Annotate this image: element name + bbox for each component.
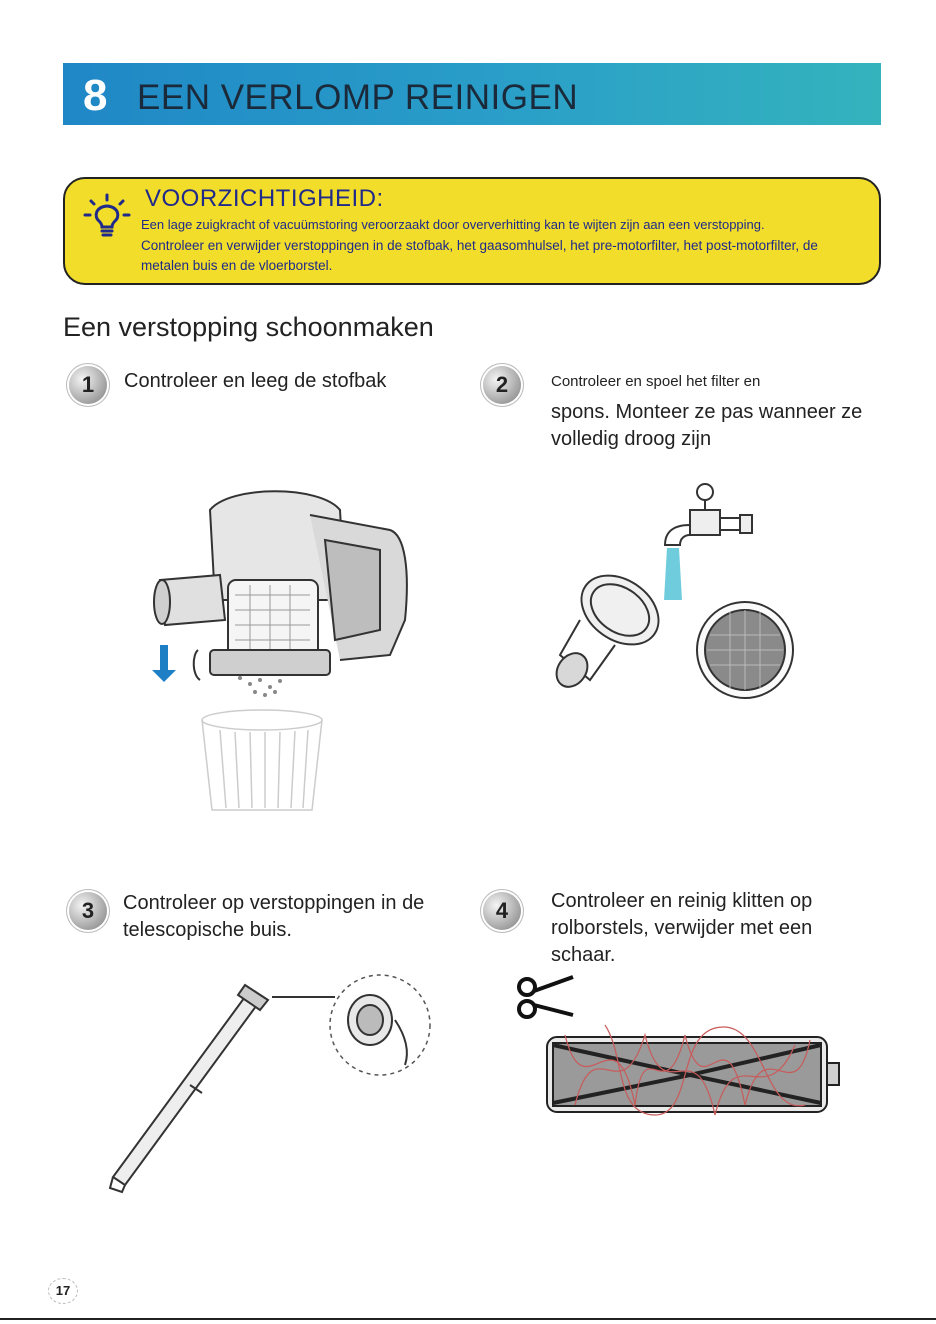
- step-2-text: [551, 368, 891, 453]
- caution-box: [63, 177, 881, 285]
- section-subtitle: Een verstopping schoonmaken: [63, 312, 434, 342]
- step-1-badge: 1: [69, 366, 107, 404]
- step-3-badge: 3: [69, 892, 107, 930]
- step-4-badge: 4: [483, 892, 521, 930]
- section-header: [63, 63, 881, 125]
- page-number: 17: [48, 1278, 78, 1304]
- section-number: 8: [83, 71, 108, 120]
- scissors-icon: [519, 977, 573, 1017]
- caution-title: VOORZICHTIGHEID:: [145, 185, 384, 212]
- step-2-text-main: spons. Monteer ze pas wanneer ze volledig droog zijn: [551, 401, 863, 450]
- telescopic-tube-illustration: [100, 970, 440, 1200]
- caution-text-line2: Controleer en verwijder verstoppingen in de stofbak, het gaasomhulsel, het pre-motorfilter, het post-motorfilter, de metalen buis en de vloerborstel.: [141, 238, 818, 273]
- dustbin-emptying-illustration: [140, 480, 420, 820]
- step-2-text-intro: Controleer en spoel het filter en: [551, 373, 761, 390]
- roller-brush-illustration: [505, 965, 850, 1130]
- arrow-down-icon: [152, 645, 176, 682]
- step-1-text: Controleer en leeg de stofbak: [124, 370, 387, 392]
- page-bottom-rule: [0, 1318, 936, 1320]
- filter-rinse-illustration: [540, 470, 810, 720]
- step-3-text: Controleer op verstoppingen in de telescopische buis.: [123, 892, 425, 941]
- caution-text-line1: Een lage zuigkracht of vacuümstoring veroorzaakt door oververhitting kan te wijten zijn aan een verstopping.: [141, 217, 765, 232]
- section-title-heading: EEN VERLOMP REINIGEN: [137, 78, 579, 117]
- lightbulb-icon: [83, 193, 131, 241]
- step-4-text: Controleer en reinig klitten op rolborstels, verwijder met een schaar.: [551, 890, 813, 966]
- step-2-badge: 2: [483, 366, 521, 404]
